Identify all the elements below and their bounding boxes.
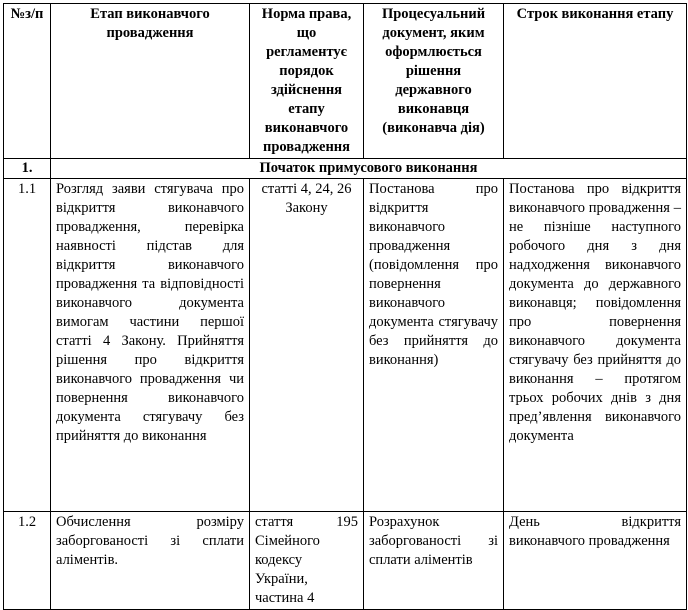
row-norm: стаття 195 Сімейного кодексу України, частина 4	[250, 512, 364, 610]
row-num: 1.2	[4, 512, 51, 610]
section-row	[4, 159, 687, 179]
header-norm: Норма права, що регламентує порядок здійснення етапу виконавчого провадження	[250, 4, 364, 159]
row-norm: статті 4, 24, 26 Закону	[250, 179, 364, 512]
table-row	[4, 179, 687, 512]
stages-table	[3, 3, 687, 610]
header-row	[4, 4, 687, 159]
section-title: Початок примусового виконання	[51, 159, 687, 179]
row-term: Постанова про відкриття виконавчого провадження – не пізніше наступного робочого дня з дня надходження виконавчого документа до державного виконавця; повідомлення про повернення виконавчого документа стягувачу без прийняття до виконання – протягом трьох робочих днів з дня пред’явлення виконавчого документа	[504, 179, 687, 512]
row-num: 1.1	[4, 179, 51, 512]
section-num: 1.	[4, 159, 51, 179]
header-doc: Процесуальний документ, яким оформлюється рішення державного виконавця (виконавча дія)	[364, 4, 504, 159]
table-row	[4, 512, 687, 610]
header-stage: Етап виконавчого провадження	[51, 4, 250, 159]
row-term: День відкриття виконавчого провадження	[504, 512, 687, 610]
row-doc: Розрахунок заборгованості зі сплати аліментів	[364, 512, 504, 610]
row-stage: Розгляд заяви стягувача про відкриття виконавчого провадження, перевірка наявності підстав для відкриття виконавчого провадження та відповідності виконавчого документа вимогам частини першої статті 4 Закону. Прийняття рішення про відкриття виконавчого провадження чи повернення виконавчого документа стягувачу без прийняття до виконання	[51, 179, 250, 512]
header-term: Строк виконання етапу	[504, 4, 687, 159]
row-stage: Обчислення розміру заборгованості зі сплати аліментів.	[51, 512, 250, 610]
row-doc: Постанова про відкриття виконавчого провадження (повідомлення про повернення виконавчого документа стягувачу без прийняття до виконання)	[364, 179, 504, 512]
header-num: №з/п	[4, 4, 51, 159]
